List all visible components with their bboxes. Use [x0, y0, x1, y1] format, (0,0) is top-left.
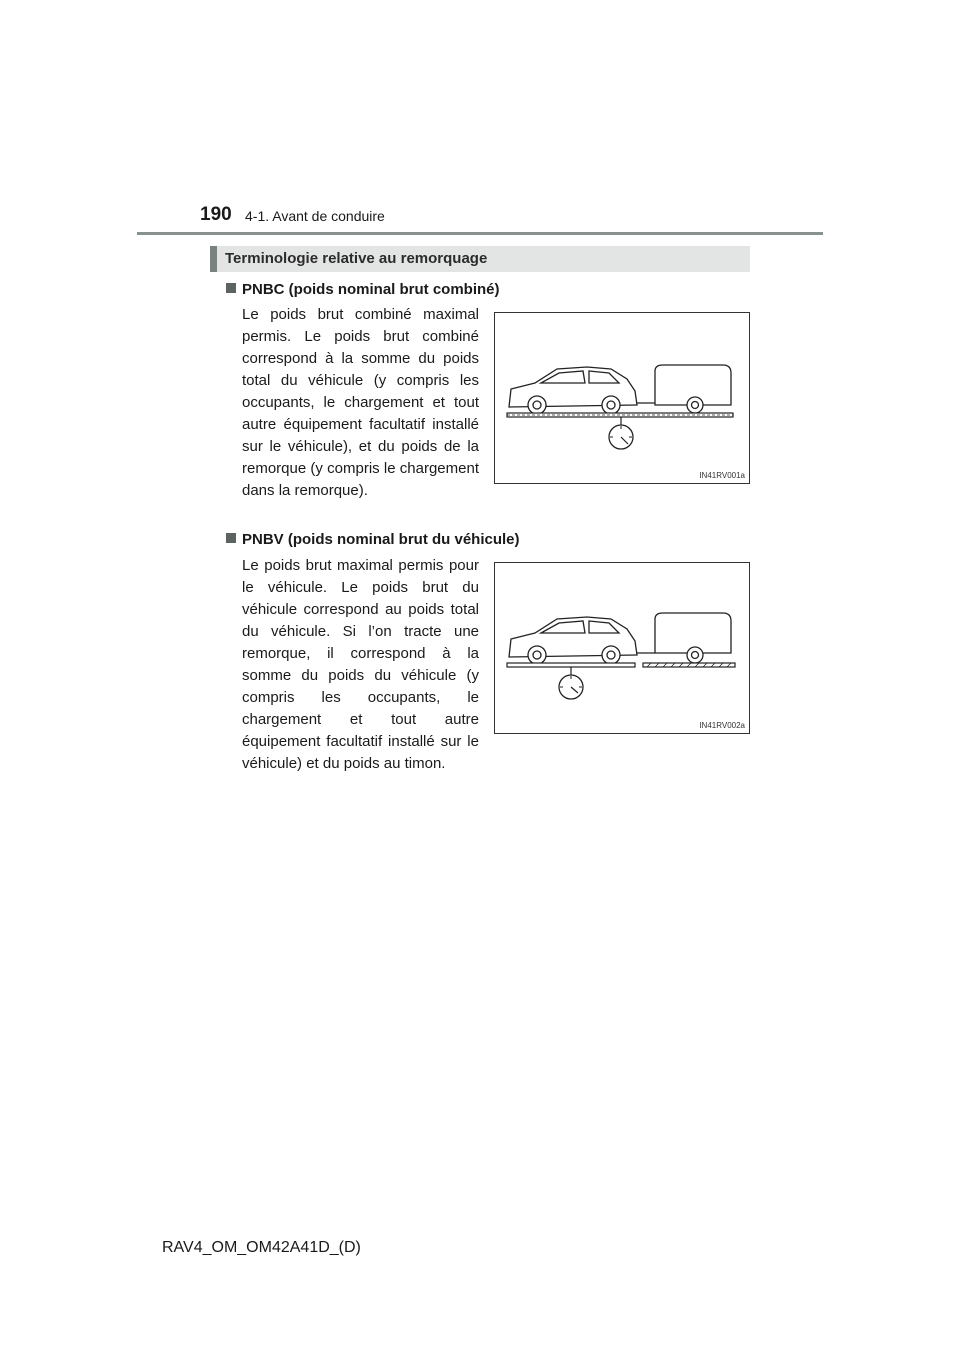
item-body-pnbv: Le poids brut maximal permis pour le véhicule. Le poids brut du véhicule correspond au poids total du véhicule. Si l’on tracte une remorque, il correspond à la somme du poids du véhicule (y compris les occupants, le chargement et tout autre équipement facultatif installé sur le véhicule) et du poids au timon.: [242, 557, 479, 772]
item-heading-pnbc: [226, 281, 500, 298]
car-trailer-scale-illustration: [495, 313, 751, 485]
square-bullet-icon: [226, 533, 236, 543]
item-body-pnbc: Le poids brut combiné maximal permis. Le poids brut combiné correspond à la somme du poids total du véhicule (y compris les occupants, le chargement et tout autre équipement facultatif installé sur le véhicule), et du poids de la remorque (y compris le chargement dans la remorque).: [242, 306, 479, 499]
section-title: Terminologie relative au remorquage: [225, 250, 488, 267]
figure-pnbc-diagram: [494, 312, 750, 484]
square-bullet-icon: [226, 283, 236, 293]
figure-pnbv-diagram: [494, 562, 750, 734]
document-code: RAV4_OM_OM42A41D_(D): [162, 1239, 361, 1256]
item-heading-text: PNBV (poids nominal brut du véhicule): [242, 531, 520, 548]
car-trailer-scale-illustration: [495, 563, 751, 735]
item-heading-text: PNBC (poids nominal brut combiné): [242, 281, 500, 298]
figure-code: IN41RV002a: [699, 721, 745, 730]
chapter-title: 4-1. Avant de conduire: [245, 208, 385, 224]
page-number: 190: [200, 204, 232, 225]
figure-code: IN41RV001a: [699, 471, 745, 480]
item-heading-pnbv: [226, 531, 520, 548]
section-heading-band: [210, 246, 750, 272]
header-divider: [137, 232, 823, 235]
